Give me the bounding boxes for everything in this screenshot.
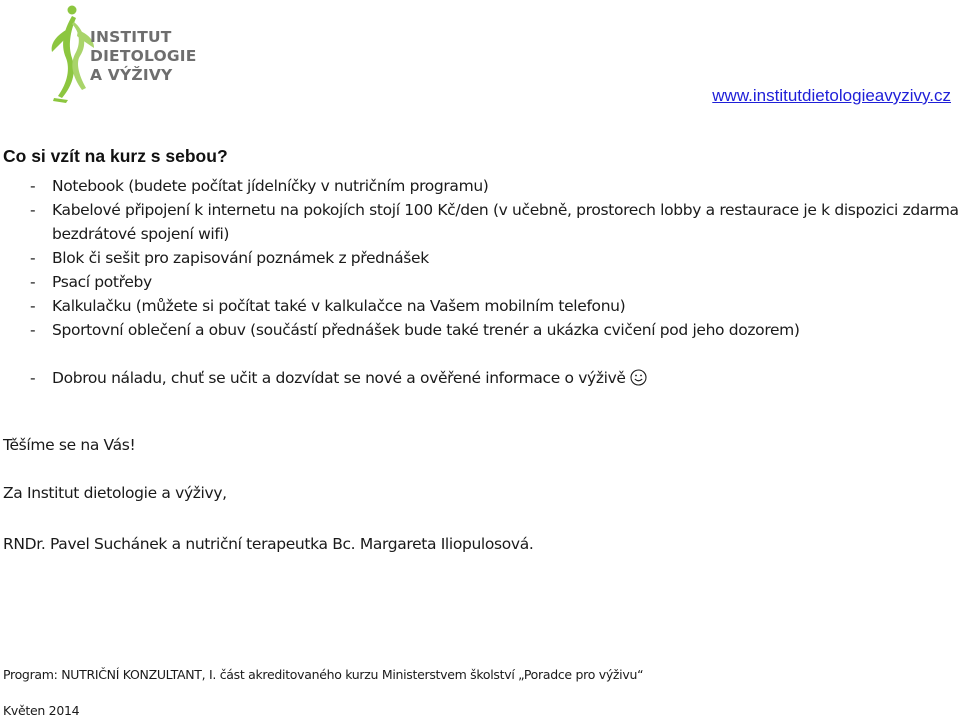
list-dash: - <box>30 273 36 291</box>
list-item <box>30 366 960 393</box>
institute-logo <box>44 0 204 110</box>
list-item <box>30 246 960 270</box>
list-item-text: Dobrou náladu, chuť se učit a dozvídat se nové a ověřené informace o výživě <box>52 369 626 387</box>
list-item <box>30 294 960 318</box>
logo-line-1: INSTITUT <box>90 28 172 46</box>
closing-greeting: Těšíme se na Vás! <box>3 436 136 454</box>
logo-line-2: DIETOLOGIE <box>90 47 197 65</box>
list-dash: - <box>30 369 36 387</box>
list-item-text: Blok či sešit pro zapisování poznámek z přednášek <box>52 249 429 267</box>
list-item-text: Psací potřeby <box>52 273 152 291</box>
list-dash: - <box>30 249 36 267</box>
logo-wordmark <box>90 28 197 85</box>
list-item <box>30 318 960 342</box>
footer-date: Květen 2014 <box>3 703 80 716</box>
list-item <box>30 174 960 198</box>
closing-signatories: RNDr. Pavel Suchánek a nutriční terapeutka Bc. Margareta Iliopulosová. <box>3 535 534 553</box>
list-item-text: Notebook (budete počítat jídelníčky v nutričním programu) <box>52 177 489 195</box>
list-dash: - <box>30 321 36 339</box>
packing-list <box>30 174 960 393</box>
list-dash: - <box>30 177 36 195</box>
list-dash: - <box>30 201 36 219</box>
list-dash: - <box>30 297 36 315</box>
page-heading: Co si vzít na kurz s sebou? <box>3 146 228 166</box>
closing-signoff: Za Institut dietologie a výživy, <box>3 484 227 502</box>
footer-program: Program: NUTRIČNÍ KONZULTANT, I. část akreditovaného kurzu Ministerstvem školství „Poradce pro výživu“ <box>3 667 644 682</box>
list-item <box>30 198 960 246</box>
smiley-icon <box>630 369 647 393</box>
list-item-text: Sportovní oblečení a obuv (součástí přednášek bude také trenér a ukázka cvičení pod jeho dozorem) <box>52 321 800 339</box>
logo-line-3: A VÝŽIVY <box>90 66 173 84</box>
list-item-text: Kabelové připojení k internetu na pokojích stojí 100 Kč/den (v učebně, prostorech lobby a restaurace je k dispozici zdarma bezdrátové spojení wifi) <box>52 201 959 243</box>
website-link[interactable]: www.institutdietologieavyzivy.cz <box>712 86 951 105</box>
list-item <box>30 270 960 294</box>
list-item-text: Kalkulačku (můžete si počítat také v kalkulačce na Vašem mobilním telefonu) <box>52 297 626 315</box>
